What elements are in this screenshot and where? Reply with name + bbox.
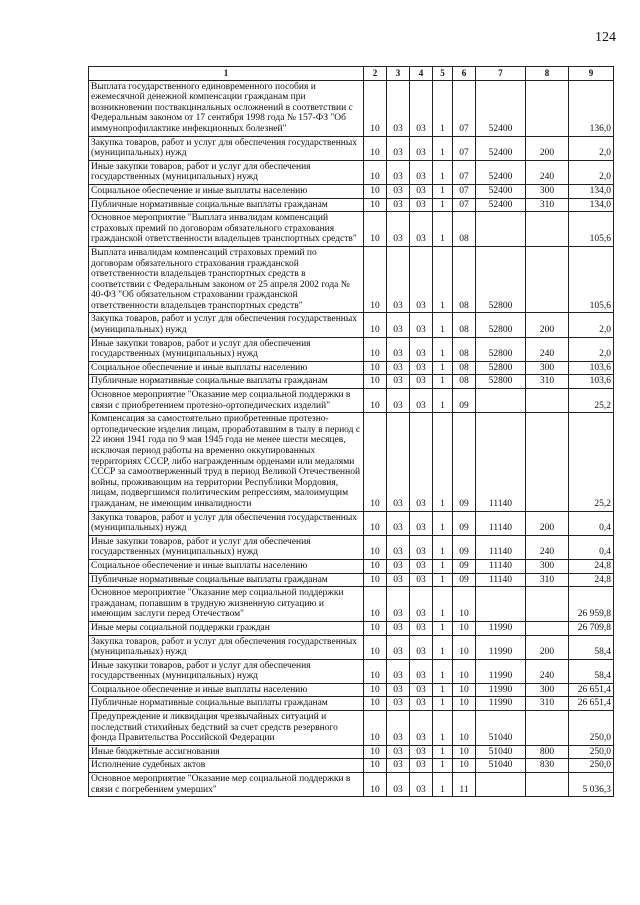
row-name: Социальное обеспечение и иные выплаты населению [89, 559, 364, 573]
row-direction: 51040 [476, 759, 526, 773]
row-section: 10 [364, 559, 387, 573]
row-activity: 09 [453, 535, 476, 559]
row-section: 10 [364, 313, 387, 337]
row-amount: 24,8 [569, 573, 614, 587]
row-subsection: 03 [387, 697, 410, 711]
row-section: 10 [364, 160, 387, 184]
col-header-9: 9 [569, 67, 614, 81]
row-direction: 52800 [476, 361, 526, 375]
table-row [89, 759, 614, 773]
row-amount: 2,0 [569, 337, 614, 361]
row-section: 10 [364, 198, 387, 212]
row-amount: 26 709,8 [569, 621, 614, 635]
row-amount: 105,6 [569, 246, 614, 313]
col-header-5: 5 [433, 67, 453, 81]
row-subprogram: 1 [433, 313, 453, 337]
row-amount: 0,4 [569, 511, 614, 535]
row-expense-type [526, 246, 569, 313]
row-subsection: 03 [387, 711, 410, 746]
table-row [89, 184, 614, 198]
row-subsection: 03 [387, 337, 410, 361]
row-section: 10 [364, 389, 387, 413]
row-direction: 52400 [476, 160, 526, 184]
row-section: 10 [364, 511, 387, 535]
row-expense-type: 200 [526, 136, 569, 160]
table-row [89, 389, 614, 413]
row-expense-type [526, 413, 569, 511]
row-section: 10 [364, 184, 387, 198]
row-name: Иные закупки товаров, работ и услуг для обеспечения государственных (муниципальных) нужд [89, 337, 364, 361]
row-expense-type: 300 [526, 184, 569, 198]
row-subsection: 03 [387, 773, 410, 797]
row-section: 10 [364, 136, 387, 160]
table-row [89, 573, 614, 587]
row-activity: 08 [453, 337, 476, 361]
row-subsection: 03 [387, 621, 410, 635]
table-row [89, 697, 614, 711]
row-subsection: 03 [387, 659, 410, 683]
row-activity: 07 [453, 136, 476, 160]
row-subprogram: 1 [433, 711, 453, 746]
row-section: 10 [364, 711, 387, 746]
row-subsection: 03 [387, 413, 410, 511]
row-subprogram: 1 [433, 80, 453, 136]
row-program: 03 [410, 759, 433, 773]
row-amount: 2,0 [569, 313, 614, 337]
row-direction: 52800 [476, 337, 526, 361]
row-name: Закупка товаров, работ и услуг для обеспечения государственных (муниципальных) нужд [89, 313, 364, 337]
row-direction: 52400 [476, 198, 526, 212]
table-row [89, 745, 614, 759]
row-program: 03 [410, 361, 433, 375]
row-subprogram: 1 [433, 621, 453, 635]
row-section: 10 [364, 621, 387, 635]
row-activity: 09 [453, 389, 476, 413]
row-subsection: 03 [387, 759, 410, 773]
row-direction: 52400 [476, 136, 526, 160]
table-row [89, 413, 614, 511]
row-program: 03 [410, 413, 433, 511]
row-expense-type: 240 [526, 535, 569, 559]
row-subprogram: 1 [433, 160, 453, 184]
row-activity: 07 [453, 184, 476, 198]
row-expense-type: 300 [526, 683, 569, 697]
row-expense-type: 310 [526, 198, 569, 212]
row-name: Иные закупки товаров, работ и услуг для обеспечения государственных (муниципальных) нужд [89, 535, 364, 559]
row-direction: 11140 [476, 559, 526, 573]
row-section: 10 [364, 659, 387, 683]
row-activity: 09 [453, 559, 476, 573]
row-activity: 10 [453, 759, 476, 773]
row-amount: 250,0 [569, 711, 614, 746]
row-name: Публичные нормативные социальные выплаты гражданам [89, 697, 364, 711]
row-direction: 52800 [476, 375, 526, 389]
row-subprogram: 1 [433, 683, 453, 697]
row-amount: 24,8 [569, 559, 614, 573]
row-expense-type: 300 [526, 559, 569, 573]
row-subprogram: 1 [433, 697, 453, 711]
row-subsection: 03 [387, 511, 410, 535]
row-section: 10 [364, 337, 387, 361]
budget-table [88, 66, 614, 797]
row-name: Иные закупки товаров, работ и услуг для обеспечения государственных (муниципальных) нужд [89, 659, 364, 683]
row-section: 10 [364, 413, 387, 511]
row-name: Выплата инвалидам компенсаций страховых премий по договорам обязательного страхования гражданской ответственности владельцев транспортных средств в соответствии с Федеральным законом от 25 апреля 2002 года № 40-ФЗ "Об обязательном страховании гражданской ответственности владельцев транспортных средств" [89, 246, 364, 313]
row-section: 10 [364, 375, 387, 389]
row-activity: 10 [453, 621, 476, 635]
table-row [89, 683, 614, 697]
row-direction: 52400 [476, 184, 526, 198]
row-subprogram: 1 [433, 559, 453, 573]
row-direction: 51040 [476, 711, 526, 746]
col-header-1: 1 [89, 67, 364, 81]
row-activity: 10 [453, 587, 476, 622]
row-subsection: 03 [387, 136, 410, 160]
row-program: 03 [410, 160, 433, 184]
table-row [89, 361, 614, 375]
table-row [89, 773, 614, 797]
row-expense-type [526, 212, 569, 247]
row-name: Публичные нормативные социальные выплаты гражданам [89, 375, 364, 389]
table-body [89, 67, 614, 797]
row-activity: 08 [453, 246, 476, 313]
row-activity: 10 [453, 635, 476, 659]
row-direction [476, 389, 526, 413]
row-activity: 10 [453, 683, 476, 697]
col-header-7: 7 [476, 67, 526, 81]
row-expense-type [526, 711, 569, 746]
row-subprogram: 1 [433, 337, 453, 361]
col-header-8: 8 [526, 67, 569, 81]
col-header-2: 2 [364, 67, 387, 81]
row-name: Социальное обеспечение и иные выплаты населению [89, 683, 364, 697]
row-name: Публичные нормативные социальные выплаты гражданам [89, 198, 364, 212]
row-activity: 10 [453, 697, 476, 711]
row-name: Закупка товаров, работ и услуг для обеспечения государственных (муниципальных) нужд [89, 136, 364, 160]
row-amount: 105,6 [569, 212, 614, 247]
table-row [89, 313, 614, 337]
row-expense-type: 800 [526, 745, 569, 759]
row-activity: 07 [453, 198, 476, 212]
row-amount: 58,4 [569, 635, 614, 659]
table-row [89, 212, 614, 247]
row-name: Закупка товаров, работ и услуг для обеспечения государственных (муниципальных) нужд [89, 635, 364, 659]
row-section: 10 [364, 773, 387, 797]
row-subsection: 03 [387, 587, 410, 622]
row-program: 03 [410, 535, 433, 559]
row-program: 03 [410, 621, 433, 635]
table-row [89, 535, 614, 559]
table-row [89, 246, 614, 313]
row-direction: 52800 [476, 313, 526, 337]
row-name: Выплата государственного единовременного пособия и ежемесячной денежной компенсации гражданам при возникновении поствакцинальных осложнений в соответствии с Федеральным законом от 17 сентября 1998 года № 157-ФЗ "Об иммунопрофилактике инфекционных болезней" [89, 80, 364, 136]
row-activity: 09 [453, 573, 476, 587]
row-subprogram: 1 [433, 212, 453, 247]
row-expense-type: 300 [526, 361, 569, 375]
row-program: 03 [410, 745, 433, 759]
row-program: 03 [410, 198, 433, 212]
row-program: 03 [410, 184, 433, 198]
row-expense-type [526, 621, 569, 635]
row-expense-type: 200 [526, 313, 569, 337]
row-program: 03 [410, 659, 433, 683]
row-subsection: 03 [387, 212, 410, 247]
table-row [89, 635, 614, 659]
row-subsection: 03 [387, 313, 410, 337]
table-row [89, 160, 614, 184]
row-name: Иные бюджетные ассигнования [89, 745, 364, 759]
row-activity: 09 [453, 511, 476, 535]
row-program: 03 [410, 773, 433, 797]
row-program: 03 [410, 683, 433, 697]
row-activity: 09 [453, 413, 476, 511]
row-section: 10 [364, 573, 387, 587]
table-row [89, 337, 614, 361]
row-program: 03 [410, 511, 433, 535]
row-subsection: 03 [387, 635, 410, 659]
row-direction: 11990 [476, 697, 526, 711]
row-program: 03 [410, 375, 433, 389]
row-subprogram: 1 [433, 375, 453, 389]
row-expense-type [526, 773, 569, 797]
row-subsection: 03 [387, 246, 410, 313]
table-row [89, 375, 614, 389]
row-subprogram: 1 [433, 587, 453, 622]
row-subprogram: 1 [433, 773, 453, 797]
row-section: 10 [364, 697, 387, 711]
row-expense-type: 200 [526, 635, 569, 659]
row-subprogram: 1 [433, 413, 453, 511]
row-amount: 25,2 [569, 413, 614, 511]
row-name: Публичные нормативные социальные выплаты гражданам [89, 573, 364, 587]
row-subprogram: 1 [433, 389, 453, 413]
row-activity: 08 [453, 375, 476, 389]
row-activity: 10 [453, 745, 476, 759]
row-amount: 250,0 [569, 745, 614, 759]
row-subsection: 03 [387, 160, 410, 184]
row-program: 03 [410, 635, 433, 659]
row-activity: 10 [453, 711, 476, 746]
row-amount: 250,0 [569, 759, 614, 773]
row-activity: 11 [453, 773, 476, 797]
table-row [89, 511, 614, 535]
row-subprogram: 1 [433, 198, 453, 212]
row-subsection: 03 [387, 683, 410, 697]
row-subsection: 03 [387, 535, 410, 559]
row-activity: 07 [453, 160, 476, 184]
row-section: 10 [364, 361, 387, 375]
row-direction: 51040 [476, 745, 526, 759]
row-activity: 08 [453, 361, 476, 375]
row-section: 10 [364, 212, 387, 247]
row-expense-type: 310 [526, 375, 569, 389]
row-name: Иные закупки товаров, работ и услуг для обеспечения государственных (муниципальных) нужд [89, 160, 364, 184]
row-name: Предупреждение и ликвидация чрезвычайных ситуаций и последствий стихийных бедствий за счет средств резервного фонда Правительства Российской Федерации [89, 711, 364, 746]
row-direction: 11140 [476, 535, 526, 559]
row-name: Исполнение судебных актов [89, 759, 364, 773]
row-program: 03 [410, 389, 433, 413]
table-row [89, 136, 614, 160]
row-subprogram: 1 [433, 745, 453, 759]
table-row [89, 621, 614, 635]
row-name: Основное мероприятие "Оказание мер социальной поддержки в связи с погребением умерших" [89, 773, 364, 797]
row-activity: 07 [453, 80, 476, 136]
row-section: 10 [364, 246, 387, 313]
row-subsection: 03 [387, 389, 410, 413]
row-subsection: 03 [387, 573, 410, 587]
row-expense-type [526, 389, 569, 413]
row-direction: 11140 [476, 511, 526, 535]
row-program: 03 [410, 80, 433, 136]
row-subsection: 03 [387, 80, 410, 136]
row-name: Основное мероприятие "Оказание мер социальной поддержки гражданам, попавшим в трудную жизненную ситуацию и имеющим заслуги перед Отечеством" [89, 587, 364, 622]
col-header-3: 3 [387, 67, 410, 81]
row-section: 10 [364, 683, 387, 697]
row-program: 03 [410, 337, 433, 361]
row-expense-type: 310 [526, 573, 569, 587]
row-program: 03 [410, 697, 433, 711]
row-name: Основное мероприятие "Оказание мер социальной поддержки в связи с приобретением протезно-ортопедических изделий" [89, 389, 364, 413]
page-number: 124 [595, 30, 616, 45]
row-subprogram: 1 [433, 635, 453, 659]
row-amount: 136,0 [569, 80, 614, 136]
row-program: 03 [410, 212, 433, 247]
row-program: 03 [410, 246, 433, 313]
table-row [89, 659, 614, 683]
table-row [89, 711, 614, 746]
row-name: Социальное обеспечение и иные выплаты населению [89, 184, 364, 198]
row-direction: 11140 [476, 413, 526, 511]
row-activity: 08 [453, 212, 476, 247]
row-subprogram: 1 [433, 511, 453, 535]
table-header-row [89, 67, 614, 81]
row-program: 03 [410, 559, 433, 573]
row-subsection: 03 [387, 184, 410, 198]
row-subsection: 03 [387, 361, 410, 375]
row-subprogram: 1 [433, 361, 453, 375]
row-activity: 10 [453, 659, 476, 683]
row-subsection: 03 [387, 375, 410, 389]
row-expense-type: 240 [526, 337, 569, 361]
row-section: 10 [364, 80, 387, 136]
row-name: Компенсация за самостоятельно приобретенные протезно-ортопедические изделия лицам, проработавшим в тылу в период с 22 июня 1941 года по 9 мая 1945 года не менее шести месяцев, исключая период работы на временно оккупированных территориях СССР, либо награжденным орденами или медалями СССР за самоотверженный труд в период Великой Отечественной войны, проживающим на территории Республики Мордовия, лицам, подвергшимся политическим репрессиям, малоимущим гражданам, не имеющим инвалидности [89, 413, 364, 511]
row-amount: 134,0 [569, 184, 614, 198]
row-direction: 11990 [476, 659, 526, 683]
row-section: 10 [364, 587, 387, 622]
row-program: 03 [410, 711, 433, 746]
row-subsection: 03 [387, 745, 410, 759]
row-program: 03 [410, 136, 433, 160]
row-amount: 134,0 [569, 198, 614, 212]
row-direction [476, 587, 526, 622]
row-amount: 2,0 [569, 136, 614, 160]
table-row [89, 587, 614, 622]
row-amount: 0,4 [569, 535, 614, 559]
row-direction: 11990 [476, 683, 526, 697]
row-program: 03 [410, 313, 433, 337]
row-direction [476, 212, 526, 247]
row-section: 10 [364, 635, 387, 659]
row-direction [476, 773, 526, 797]
row-amount: 5 036,3 [569, 773, 614, 797]
row-expense-type: 310 [526, 697, 569, 711]
row-direction: 11990 [476, 635, 526, 659]
row-direction: 52800 [476, 246, 526, 313]
col-header-4: 4 [410, 67, 433, 81]
row-subprogram: 1 [433, 535, 453, 559]
row-section: 10 [364, 745, 387, 759]
row-amount: 103,6 [569, 375, 614, 389]
table-row [89, 80, 614, 136]
row-direction: 52400 [476, 80, 526, 136]
row-subprogram: 1 [433, 184, 453, 198]
row-name: Социальное обеспечение и иные выплаты населению [89, 361, 364, 375]
row-subprogram: 1 [433, 136, 453, 160]
row-name: Закупка товаров, работ и услуг для обеспечения государственных (муниципальных) нужд [89, 511, 364, 535]
row-amount: 103,6 [569, 361, 614, 375]
row-amount: 26 959,8 [569, 587, 614, 622]
row-amount: 26 651,4 [569, 683, 614, 697]
row-subsection: 03 [387, 559, 410, 573]
row-direction: 11990 [476, 621, 526, 635]
row-direction: 11140 [476, 573, 526, 587]
row-expense-type: 200 [526, 511, 569, 535]
row-program: 03 [410, 573, 433, 587]
row-expense-type [526, 587, 569, 622]
table-row [89, 198, 614, 212]
row-name: Основное мероприятие "Выплата инвалидам компенсаций страховых премий по договорам обязательного страхования гражданской ответственности владельцев транспортных средств" [89, 212, 364, 247]
row-section: 10 [364, 535, 387, 559]
row-expense-type [526, 80, 569, 136]
row-subprogram: 1 [433, 759, 453, 773]
row-name: Иные меры социальной поддержки граждан [89, 621, 364, 635]
row-expense-type: 830 [526, 759, 569, 773]
row-amount: 58,4 [569, 659, 614, 683]
row-expense-type: 240 [526, 659, 569, 683]
row-subprogram: 1 [433, 573, 453, 587]
row-expense-type: 240 [526, 160, 569, 184]
row-subprogram: 1 [433, 659, 453, 683]
table-row [89, 559, 614, 573]
row-amount: 25,2 [569, 389, 614, 413]
row-amount: 2,0 [569, 160, 614, 184]
row-amount: 26 651,4 [569, 697, 614, 711]
row-program: 03 [410, 587, 433, 622]
row-subprogram: 1 [433, 246, 453, 313]
col-header-6: 6 [453, 67, 476, 81]
row-subsection: 03 [387, 198, 410, 212]
row-section: 10 [364, 759, 387, 773]
row-activity: 08 [453, 313, 476, 337]
